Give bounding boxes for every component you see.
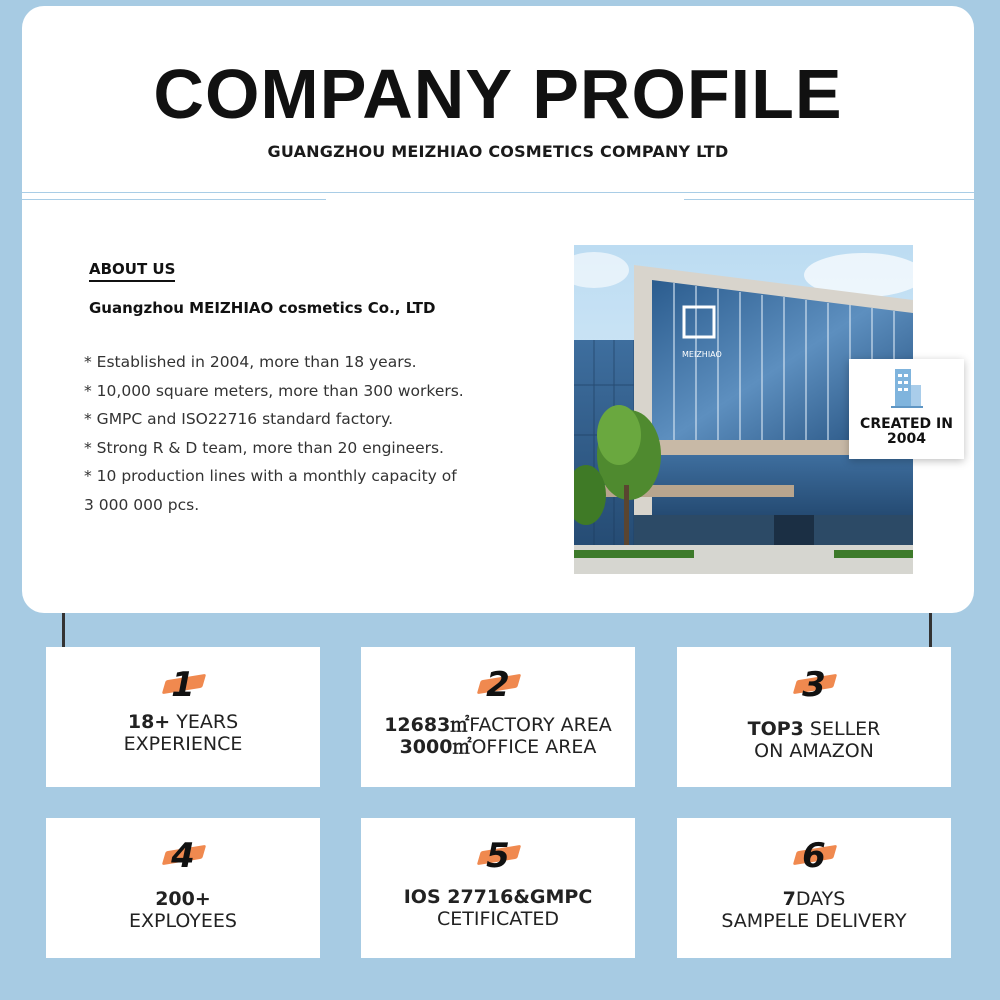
feature-text: 200+ EXPLOYEES: [129, 888, 237, 932]
feature-text: TOP3 SELLER ON AMAZON: [747, 718, 881, 762]
company-subtitle: GUANGZHOU MEIZHIAO COSMETICS COMPANY LTD: [267, 142, 729, 161]
feature-number: 3: [802, 665, 826, 705]
about-us-heading: ABOUT US: [89, 260, 175, 282]
feature-card-5: [361, 818, 635, 958]
fact-item: * 10 production lines with a monthly capacity of: [84, 467, 457, 486]
fact-item: * 10,000 square meters, more than 300 workers.: [84, 381, 464, 400]
created-in-text: [849, 417, 964, 447]
header-divider-top: [22, 192, 974, 193]
feature-number: 1: [171, 665, 195, 705]
badge-line-1: CREATED IN: [860, 416, 953, 432]
header-divider-right: [684, 199, 974, 200]
fact-item: 3 000 000 pcs.: [84, 495, 200, 514]
feature-card-2: [361, 647, 635, 787]
feature-number: 2: [486, 665, 510, 705]
feature-number: 4: [171, 836, 195, 876]
feature-text: 18+ YEARS EXPERIENCE: [123, 711, 243, 755]
feature-number: 6: [802, 836, 826, 876]
fact-item: * GMPC and ISO22716 standard factory.: [84, 410, 394, 429]
building-sign-text: MEIZHIAO: [682, 350, 722, 359]
feature-card-4: [46, 818, 320, 958]
building-icon: [891, 367, 923, 413]
card-stand-left: [62, 613, 65, 647]
feature-card-1: [46, 647, 320, 787]
feature-card-6: [677, 818, 951, 958]
feature-card-3: [677, 647, 951, 787]
badge-line-2: 2004: [887, 431, 926, 447]
feature-text: 7DAYS SAMPELE DELIVERY: [721, 888, 907, 932]
fact-item: * Established in 2004, more than 18 years.: [84, 353, 417, 371]
created-in-badge: [849, 359, 964, 459]
company-facts-list: [84, 348, 554, 520]
card-stand-right: [929, 613, 932, 647]
company-profile-card: [22, 6, 974, 613]
header-divider-left: [22, 199, 326, 200]
feature-text: 12683㎡FACTORY AREA 3000㎡OFFICE AREA: [384, 714, 612, 758]
fact-item: * Strong R & D team, more than 20 engineers.: [84, 438, 444, 457]
feature-number: 5: [486, 836, 510, 876]
page-title: COMPANY PROFILE: [153, 55, 843, 133]
feature-text: IOS 27716&GMPC CETIFICATED: [403, 886, 593, 930]
company-name: Guangzhou MEIZHIAO cosmetics Co., LTD: [89, 299, 436, 317]
